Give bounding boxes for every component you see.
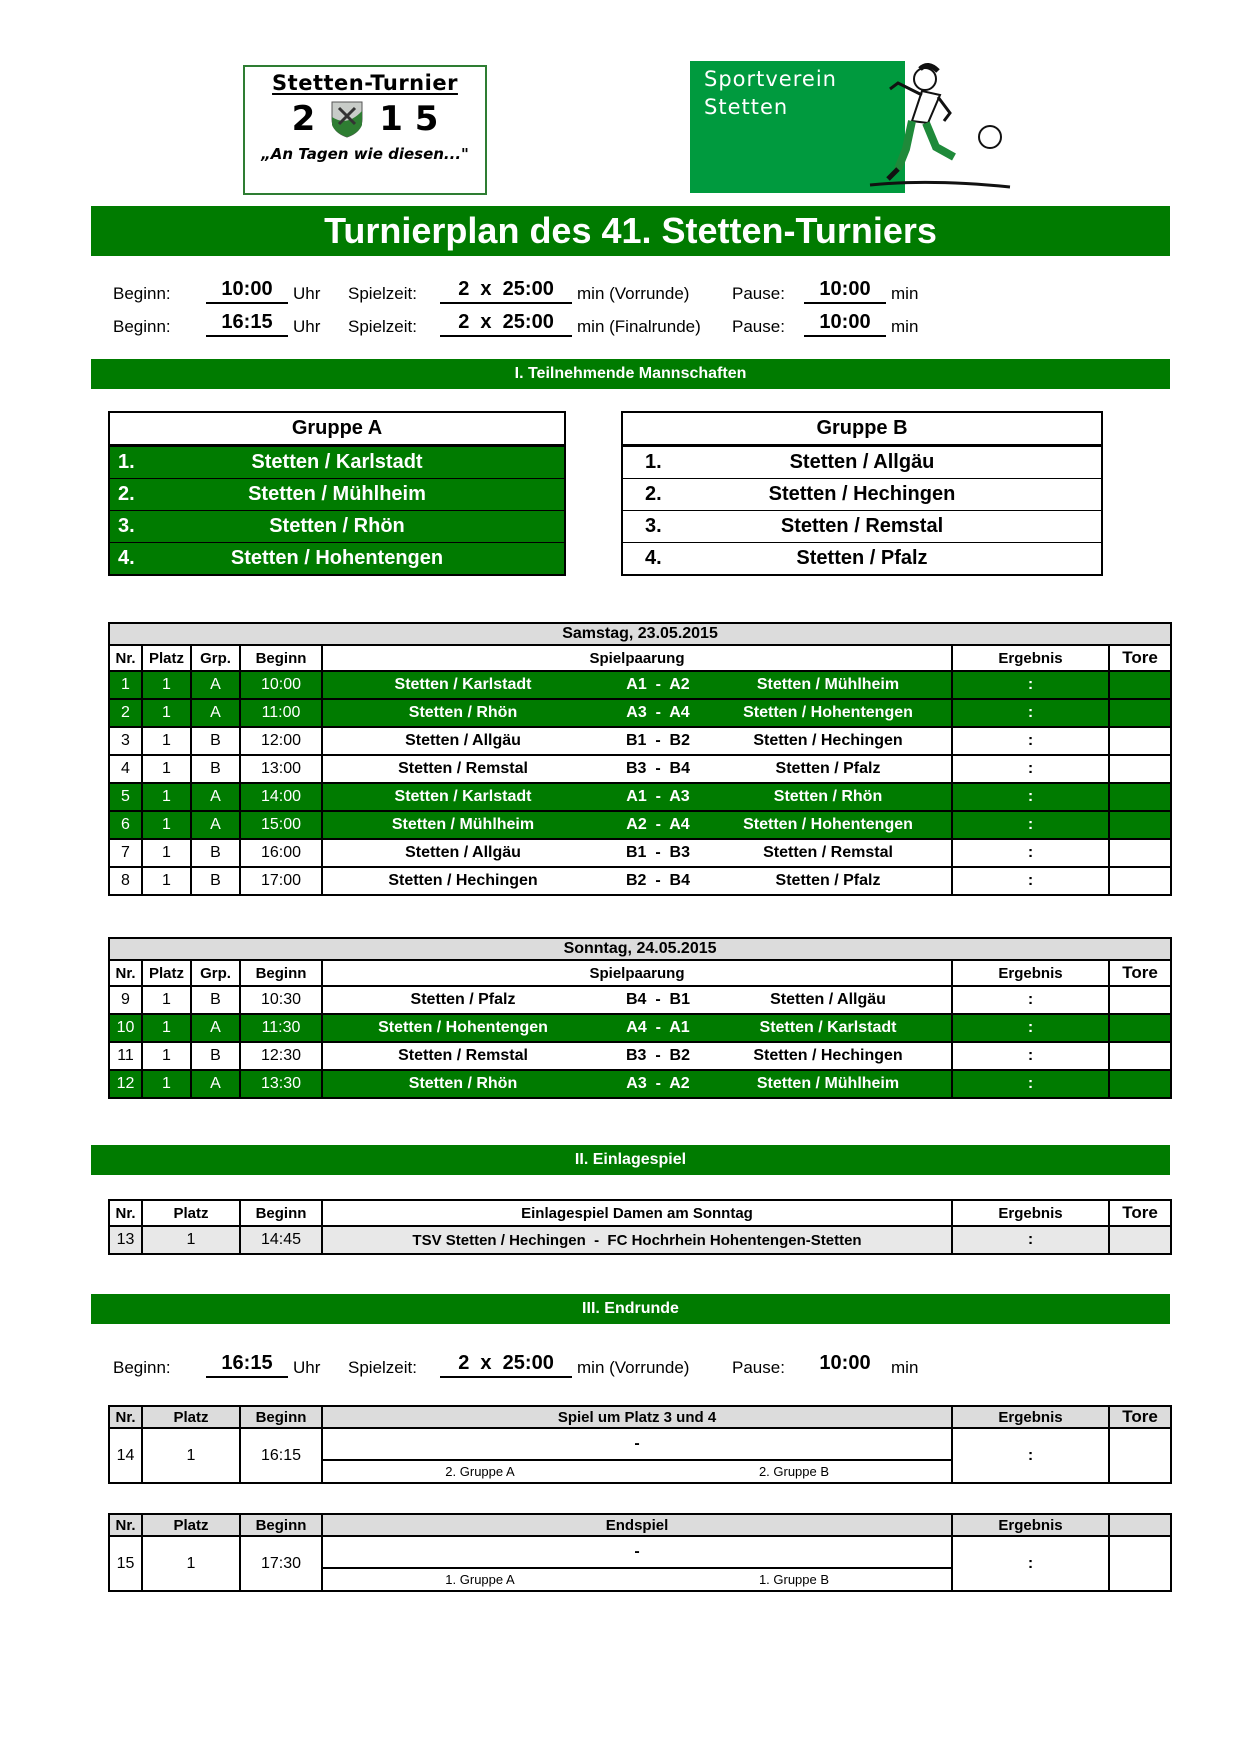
saturday-date: Samstag, 23.05.2015 — [109, 623, 1171, 645]
match-result[interactable]: : — [952, 1042, 1109, 1070]
match-platz: 1 — [142, 1070, 191, 1098]
match-nr: 7 — [109, 839, 142, 867]
match-nr: 13 — [109, 1226, 142, 1254]
match-grp: A — [191, 1070, 240, 1098]
team-away: Stetten / Pfalz — [775, 872, 881, 889]
match-result[interactable]: : — [952, 1226, 1109, 1254]
team-home: 1. Gruppe A — [445, 1572, 515, 1587]
team-away: Stetten / Allgäu — [770, 991, 886, 1008]
match-nr: 5 — [109, 783, 142, 811]
beginn-value: 10:00 — [206, 278, 288, 304]
col-spielpaarung: Spielpaarung — [322, 645, 952, 671]
pairing-code: A3 - A4 — [626, 704, 690, 721]
spielzeit-value: 2 x 25:00 — [440, 1352, 572, 1378]
match-beginn: 10:00 — [240, 671, 322, 699]
pause-value: 10:00 — [804, 311, 886, 337]
match-pairing: TSV Stetten / Hechingen - FC Hochrhein Hohentengen-Stetten — [322, 1226, 952, 1254]
match-result[interactable]: : — [952, 783, 1109, 811]
col-beginn: Beginn — [240, 1514, 322, 1536]
col-ergebnis: Ergebnis — [952, 645, 1109, 671]
col-ergebnis: Ergebnis — [952, 1406, 1109, 1428]
pause-label: Pause: — [732, 1358, 785, 1377]
club-name-line1: Sportverein — [704, 67, 837, 91]
team-away: Stetten / Hechingen — [753, 1047, 903, 1064]
match-result[interactable]: : — [952, 811, 1109, 839]
section-einlage-header: II. Einlagespiel — [91, 1145, 1170, 1175]
einlage-title: Einlagespiel Damen am Sonntag — [322, 1200, 952, 1226]
match-pairing — [322, 783, 952, 811]
col-grp: Grp. — [191, 960, 240, 986]
group-a-team — [110, 478, 564, 510]
pairing-code: B4 - B1 — [625, 991, 690, 1008]
pairing-code: B3 - B2 — [625, 1047, 690, 1064]
match-result[interactable]: : — [952, 1014, 1109, 1042]
match-row — [109, 783, 1171, 811]
match-goals[interactable] — [1109, 986, 1171, 1014]
min-label: min — [891, 1358, 919, 1377]
final-title: Spiel um Platz 3 und 4 — [322, 1406, 952, 1428]
match-row — [109, 755, 1171, 783]
match-grp: B — [191, 867, 240, 895]
group-b-team — [623, 446, 1101, 478]
team-away: 1. Gruppe B — [758, 1572, 830, 1587]
match-beginn: 16:15 — [240, 1428, 322, 1483]
match-pairing — [322, 1070, 952, 1098]
team-rank: 3. — [118, 515, 135, 537]
match-nr: 4 — [109, 755, 142, 783]
team-home: Stetten / Allgäu — [405, 844, 521, 861]
match-nr: 11 — [109, 1042, 142, 1070]
match-nr: 15 — [109, 1536, 142, 1591]
match-beginn: 13:00 — [240, 755, 322, 783]
group-b-table — [621, 411, 1103, 576]
col-beginn: Beginn — [240, 1406, 322, 1428]
match-platz: 1 — [142, 755, 191, 783]
match-result[interactable]: : — [952, 1536, 1109, 1591]
team-home: Stetten / Mühlheim — [391, 816, 535, 833]
match-pairing — [322, 986, 952, 1014]
match-platz: 1 — [142, 671, 191, 699]
match-beginn: 12:00 — [240, 727, 322, 755]
match-row — [109, 727, 1171, 755]
match-pairing — [322, 727, 952, 755]
team-home: Stetten / Rhön — [408, 704, 518, 721]
pairing-code: B1 - B3 — [625, 844, 690, 861]
team-away: Stetten / Mühlheim — [756, 676, 900, 693]
match-nr: 12 — [109, 1070, 142, 1098]
einlage-match-row — [109, 1226, 1171, 1254]
col-platz: Platz — [142, 1200, 240, 1226]
team-home: Stetten / Hohentengen — [378, 1019, 548, 1036]
match-platz: 1 — [142, 867, 191, 895]
spielzeit-suffix: min (Vorrunde) — [577, 1358, 690, 1377]
match-nr: 10 — [109, 1014, 142, 1042]
match-pairing — [322, 867, 952, 895]
match-result[interactable]: : — [952, 867, 1109, 895]
team-home: Stetten / Hechingen — [388, 872, 538, 889]
match-beginn: 12:30 — [240, 1042, 322, 1070]
col-tore: Tore — [1109, 1200, 1171, 1226]
match-row — [109, 1070, 1171, 1098]
team-rank: 2. — [645, 483, 662, 505]
min-label: min — [891, 317, 919, 336]
page-title: Turnierplan des 41. Stetten-Turniers — [91, 206, 1170, 256]
col-beginn: Beginn — [240, 1200, 322, 1226]
team-home: 2. Gruppe A — [445, 1464, 515, 1479]
match-row — [109, 1014, 1171, 1042]
col-ergebnis: Ergebnis — [952, 1514, 1109, 1536]
match-goals[interactable] — [1109, 727, 1171, 755]
schedule-info-vorrunde — [113, 276, 918, 304]
match-goals[interactable] — [1109, 1226, 1171, 1254]
col-ergebnis: Ergebnis — [952, 1200, 1109, 1226]
team-home: Stetten / Allgäu — [405, 732, 521, 749]
match-row — [109, 867, 1171, 895]
pairing-teams — [322, 1460, 952, 1483]
match-grp: A — [191, 671, 240, 699]
match-nr: 6 — [109, 811, 142, 839]
col-nr: Nr. — [109, 1406, 142, 1428]
beginn-label: Beginn: — [113, 284, 171, 303]
match-beginn: 17:00 — [240, 867, 322, 895]
team-away: Stetten / Hohentengen — [743, 704, 913, 721]
einlage-table — [108, 1199, 1172, 1255]
team-rank: 4. — [645, 547, 662, 569]
team-home: Stetten / Karlstadt — [394, 788, 532, 805]
match-grp: B — [191, 727, 240, 755]
team-rank: 3. — [645, 515, 662, 537]
pairing-code: A2 - A4 — [626, 816, 690, 833]
spielzeit-suffix: min (Vorrunde) — [577, 284, 690, 303]
match-platz: 1 — [142, 1226, 240, 1254]
team-home: Stetten / Remstal — [398, 760, 528, 777]
soccer-player-icon — [850, 61, 1026, 193]
team-home: Stetten / Remstal — [398, 1047, 528, 1064]
match-result[interactable]: : — [952, 699, 1109, 727]
match-nr: 9 — [109, 986, 142, 1014]
match-platz: 1 — [142, 839, 191, 867]
match-result[interactable]: : — [952, 755, 1109, 783]
third-place-table — [108, 1405, 1172, 1484]
match-pairing — [322, 811, 952, 839]
match-beginn: 14:45 — [240, 1226, 322, 1254]
match-result[interactable]: : — [952, 1428, 1109, 1483]
beginn-label: Beginn: — [113, 1358, 171, 1377]
final-match-table — [108, 1513, 1172, 1592]
team-rank: 2. — [118, 483, 135, 505]
club-logo — [690, 61, 1026, 193]
match-grp: A — [191, 1014, 240, 1042]
team-name: Stetten / Pfalz — [796, 547, 928, 569]
logo-slogan: „An Tagen wie diesen..." — [261, 145, 469, 163]
match-result[interactable]: : — [952, 1070, 1109, 1098]
match-beginn: 15:00 — [240, 811, 322, 839]
pairing-code: B3 - B4 — [625, 760, 690, 777]
col-spielpaarung: Spielpaarung — [322, 960, 952, 986]
min-label: min — [891, 284, 919, 303]
group-a-team — [110, 542, 564, 574]
match-pairing — [322, 1014, 952, 1042]
match-grp: B — [191, 755, 240, 783]
match-result[interactable]: : — [952, 671, 1109, 699]
team-name: Stetten / Hechingen — [768, 483, 956, 505]
uhr-label: Uhr — [293, 284, 321, 303]
match-nr: 14 — [109, 1428, 142, 1483]
club-name-line2: Stetten — [704, 95, 789, 119]
match-pairing — [322, 839, 952, 867]
sunday-date: Sonntag, 24.05.2015 — [109, 938, 1171, 960]
team-away: 2. Gruppe B — [758, 1464, 830, 1479]
group-b-title: Gruppe B — [623, 413, 1101, 446]
col-nr: Nr. — [109, 1200, 142, 1226]
match-platz: 1 — [142, 1042, 191, 1070]
match-platz: 1 — [142, 699, 191, 727]
match-platz: 1 — [142, 727, 191, 755]
team-name: Stetten / Rhön — [269, 515, 405, 537]
col-beginn: Beginn — [240, 645, 322, 671]
group-a-table — [108, 411, 566, 576]
match-platz: 1 — [142, 783, 191, 811]
group-b-team — [623, 542, 1101, 574]
uhr-label: Uhr — [293, 1358, 321, 1377]
spielzeit-value: 2 x 25:00 — [440, 311, 572, 337]
match-nr: 3 — [109, 727, 142, 755]
section-teams-header: I. Teilnehmende Mannschaften — [91, 359, 1170, 389]
team-home: Stetten / Pfalz — [410, 991, 516, 1008]
col-nr: Nr. — [109, 960, 142, 986]
match-row — [109, 671, 1171, 699]
team-name: Stetten / Mühlheim — [248, 483, 426, 505]
match-goals[interactable] — [1109, 839, 1171, 867]
match-beginn: 10:30 — [240, 986, 322, 1014]
logo-year-left: 2 — [291, 99, 316, 139]
match-beginn: 16:00 — [240, 839, 322, 867]
team-name: Stetten / Karlstadt — [251, 451, 423, 473]
spielzeit-suffix: min (Finalrunde) — [577, 317, 701, 336]
match-goals[interactable] — [1109, 1014, 1171, 1042]
team-rank: 4. — [118, 547, 135, 569]
logo-title: Stetten-Turnier — [272, 71, 458, 95]
col-tore: Tore — [1109, 1406, 1171, 1428]
group-a-team — [110, 510, 564, 542]
match-grp: B — [191, 839, 240, 867]
team-home: Stetten / Rhön — [408, 1075, 518, 1092]
pairing-dash: - — [322, 1536, 952, 1568]
match-grp: A — [191, 699, 240, 727]
match-result[interactable]: : — [952, 727, 1109, 755]
schedule-info-endrunde — [113, 1350, 918, 1378]
match-grp: A — [191, 783, 240, 811]
section-endrunde-header: III. Endrunde — [91, 1294, 1170, 1324]
match-beginn: 17:30 — [240, 1536, 322, 1591]
team-away: Stetten / Remstal — [763, 844, 893, 861]
match-row — [109, 986, 1171, 1014]
pause-label: Pause: — [732, 317, 785, 336]
group-a-team — [110, 446, 564, 478]
match-nr: 8 — [109, 867, 142, 895]
team-away: Stetten / Pfalz — [775, 760, 881, 777]
pause-value: 10:00 — [819, 1352, 871, 1374]
match-platz: 1 — [142, 1428, 240, 1483]
match-beginn: 11:00 — [240, 699, 322, 727]
team-rank: 1. — [118, 451, 135, 473]
col-tore: Tore — [1109, 645, 1171, 671]
col-beginn: Beginn — [240, 960, 322, 986]
match-nr: 1 — [109, 671, 142, 699]
col-platz: Platz — [142, 1514, 240, 1536]
pause-label: Pause: — [732, 284, 785, 303]
schedule-info-finalrunde — [113, 309, 918, 337]
match-goals[interactable] — [1109, 1042, 1171, 1070]
match-nr: 2 — [109, 699, 142, 727]
logo-year-right: 1 5 — [379, 99, 439, 139]
beginn-label: Beginn: — [113, 317, 171, 336]
col-platz: Platz — [142, 645, 191, 671]
match-goals[interactable] — [1109, 699, 1171, 727]
spielzeit-value: 2 x 25:00 — [440, 278, 572, 304]
group-a-title: Gruppe A — [110, 413, 564, 446]
match-grp: A — [191, 811, 240, 839]
team-away: Stetten / Hechingen — [753, 732, 903, 749]
group-b-team — [623, 510, 1101, 542]
pairing-code: B1 - B2 — [625, 732, 690, 749]
team-name: Stetten / Hohentengen — [230, 547, 444, 569]
col-nr: Nr. — [109, 645, 142, 671]
match-pairing — [322, 699, 952, 727]
logo-year — [245, 99, 485, 139]
col-grp: Grp. — [191, 645, 240, 671]
beginn-value: 16:15 — [206, 1352, 288, 1378]
shield-crest-icon — [329, 99, 365, 139]
team-name: Stetten / Allgäu — [789, 451, 935, 473]
col-nr: Nr. — [109, 1514, 142, 1536]
pairing-code: A1 - A3 — [626, 788, 690, 805]
match-platz: 1 — [142, 1536, 240, 1591]
beginn-value: 16:15 — [206, 311, 288, 337]
match-row — [109, 839, 1171, 867]
match-goals[interactable] — [1109, 783, 1171, 811]
pairing-dash: - — [322, 1428, 952, 1460]
group-b-team — [623, 478, 1101, 510]
spielzeit-label: Spielzeit: — [348, 284, 417, 303]
team-away: Stetten / Mühlheim — [756, 1075, 900, 1092]
pairing-code: A3 - A2 — [626, 1075, 690, 1092]
match-pairing — [322, 671, 952, 699]
saturday-schedule-table — [108, 622, 1172, 896]
match-goals[interactable] — [1109, 671, 1171, 699]
match-row — [109, 699, 1171, 727]
spielzeit-label: Spielzeit: — [348, 317, 417, 336]
match-goals[interactable] — [1109, 755, 1171, 783]
team-away: Stetten / Karlstadt — [759, 1019, 897, 1036]
pairing-teams — [322, 1568, 952, 1591]
match-goals[interactable] — [1109, 867, 1171, 895]
match-platz: 1 — [142, 986, 191, 1014]
team-name: Stetten / Remstal — [780, 515, 944, 537]
match-row — [109, 1042, 1171, 1070]
col-tore — [1109, 1514, 1171, 1536]
col-platz: Platz — [142, 1406, 240, 1428]
match-grp: B — [191, 1042, 240, 1070]
match-goals[interactable] — [1109, 1428, 1171, 1483]
team-rank: 1. — [645, 451, 662, 473]
match-platz: 1 — [142, 811, 191, 839]
match-pairing — [322, 755, 952, 783]
match-goals[interactable] — [1109, 1536, 1171, 1591]
tournament-logo — [243, 65, 487, 195]
match-beginn: 14:00 — [240, 783, 322, 811]
club-name — [704, 65, 837, 121]
match-row — [109, 811, 1171, 839]
match-result[interactable]: : — [952, 986, 1109, 1014]
pairing-code: A1 - A2 — [626, 676, 690, 693]
sunday-schedule-table — [108, 937, 1172, 1099]
match-result[interactable]: : — [952, 839, 1109, 867]
pause-value: 10:00 — [804, 278, 886, 304]
pairing-code: A4 - A1 — [626, 1019, 690, 1036]
col-ergebnis: Ergebnis — [952, 960, 1109, 986]
match-beginn: 13:30 — [240, 1070, 322, 1098]
final-title: Endspiel — [322, 1514, 952, 1536]
team-home: Stetten / Karlstadt — [394, 676, 532, 693]
uhr-label: Uhr — [293, 317, 321, 336]
col-platz: Platz — [142, 960, 191, 986]
match-beginn: 11:30 — [240, 1014, 322, 1042]
pairing-code: B2 - B4 — [625, 872, 690, 889]
match-grp: B — [191, 986, 240, 1014]
team-away: Stetten / Hohentengen — [743, 816, 913, 833]
col-tore: Tore — [1109, 960, 1171, 986]
match-goals[interactable] — [1109, 811, 1171, 839]
match-platz: 1 — [142, 1014, 191, 1042]
spielzeit-label: Spielzeit: — [348, 1358, 417, 1377]
match-pairing — [322, 1042, 952, 1070]
team-away: Stetten / Rhön — [773, 788, 883, 805]
match-goals[interactable] — [1109, 1070, 1171, 1098]
